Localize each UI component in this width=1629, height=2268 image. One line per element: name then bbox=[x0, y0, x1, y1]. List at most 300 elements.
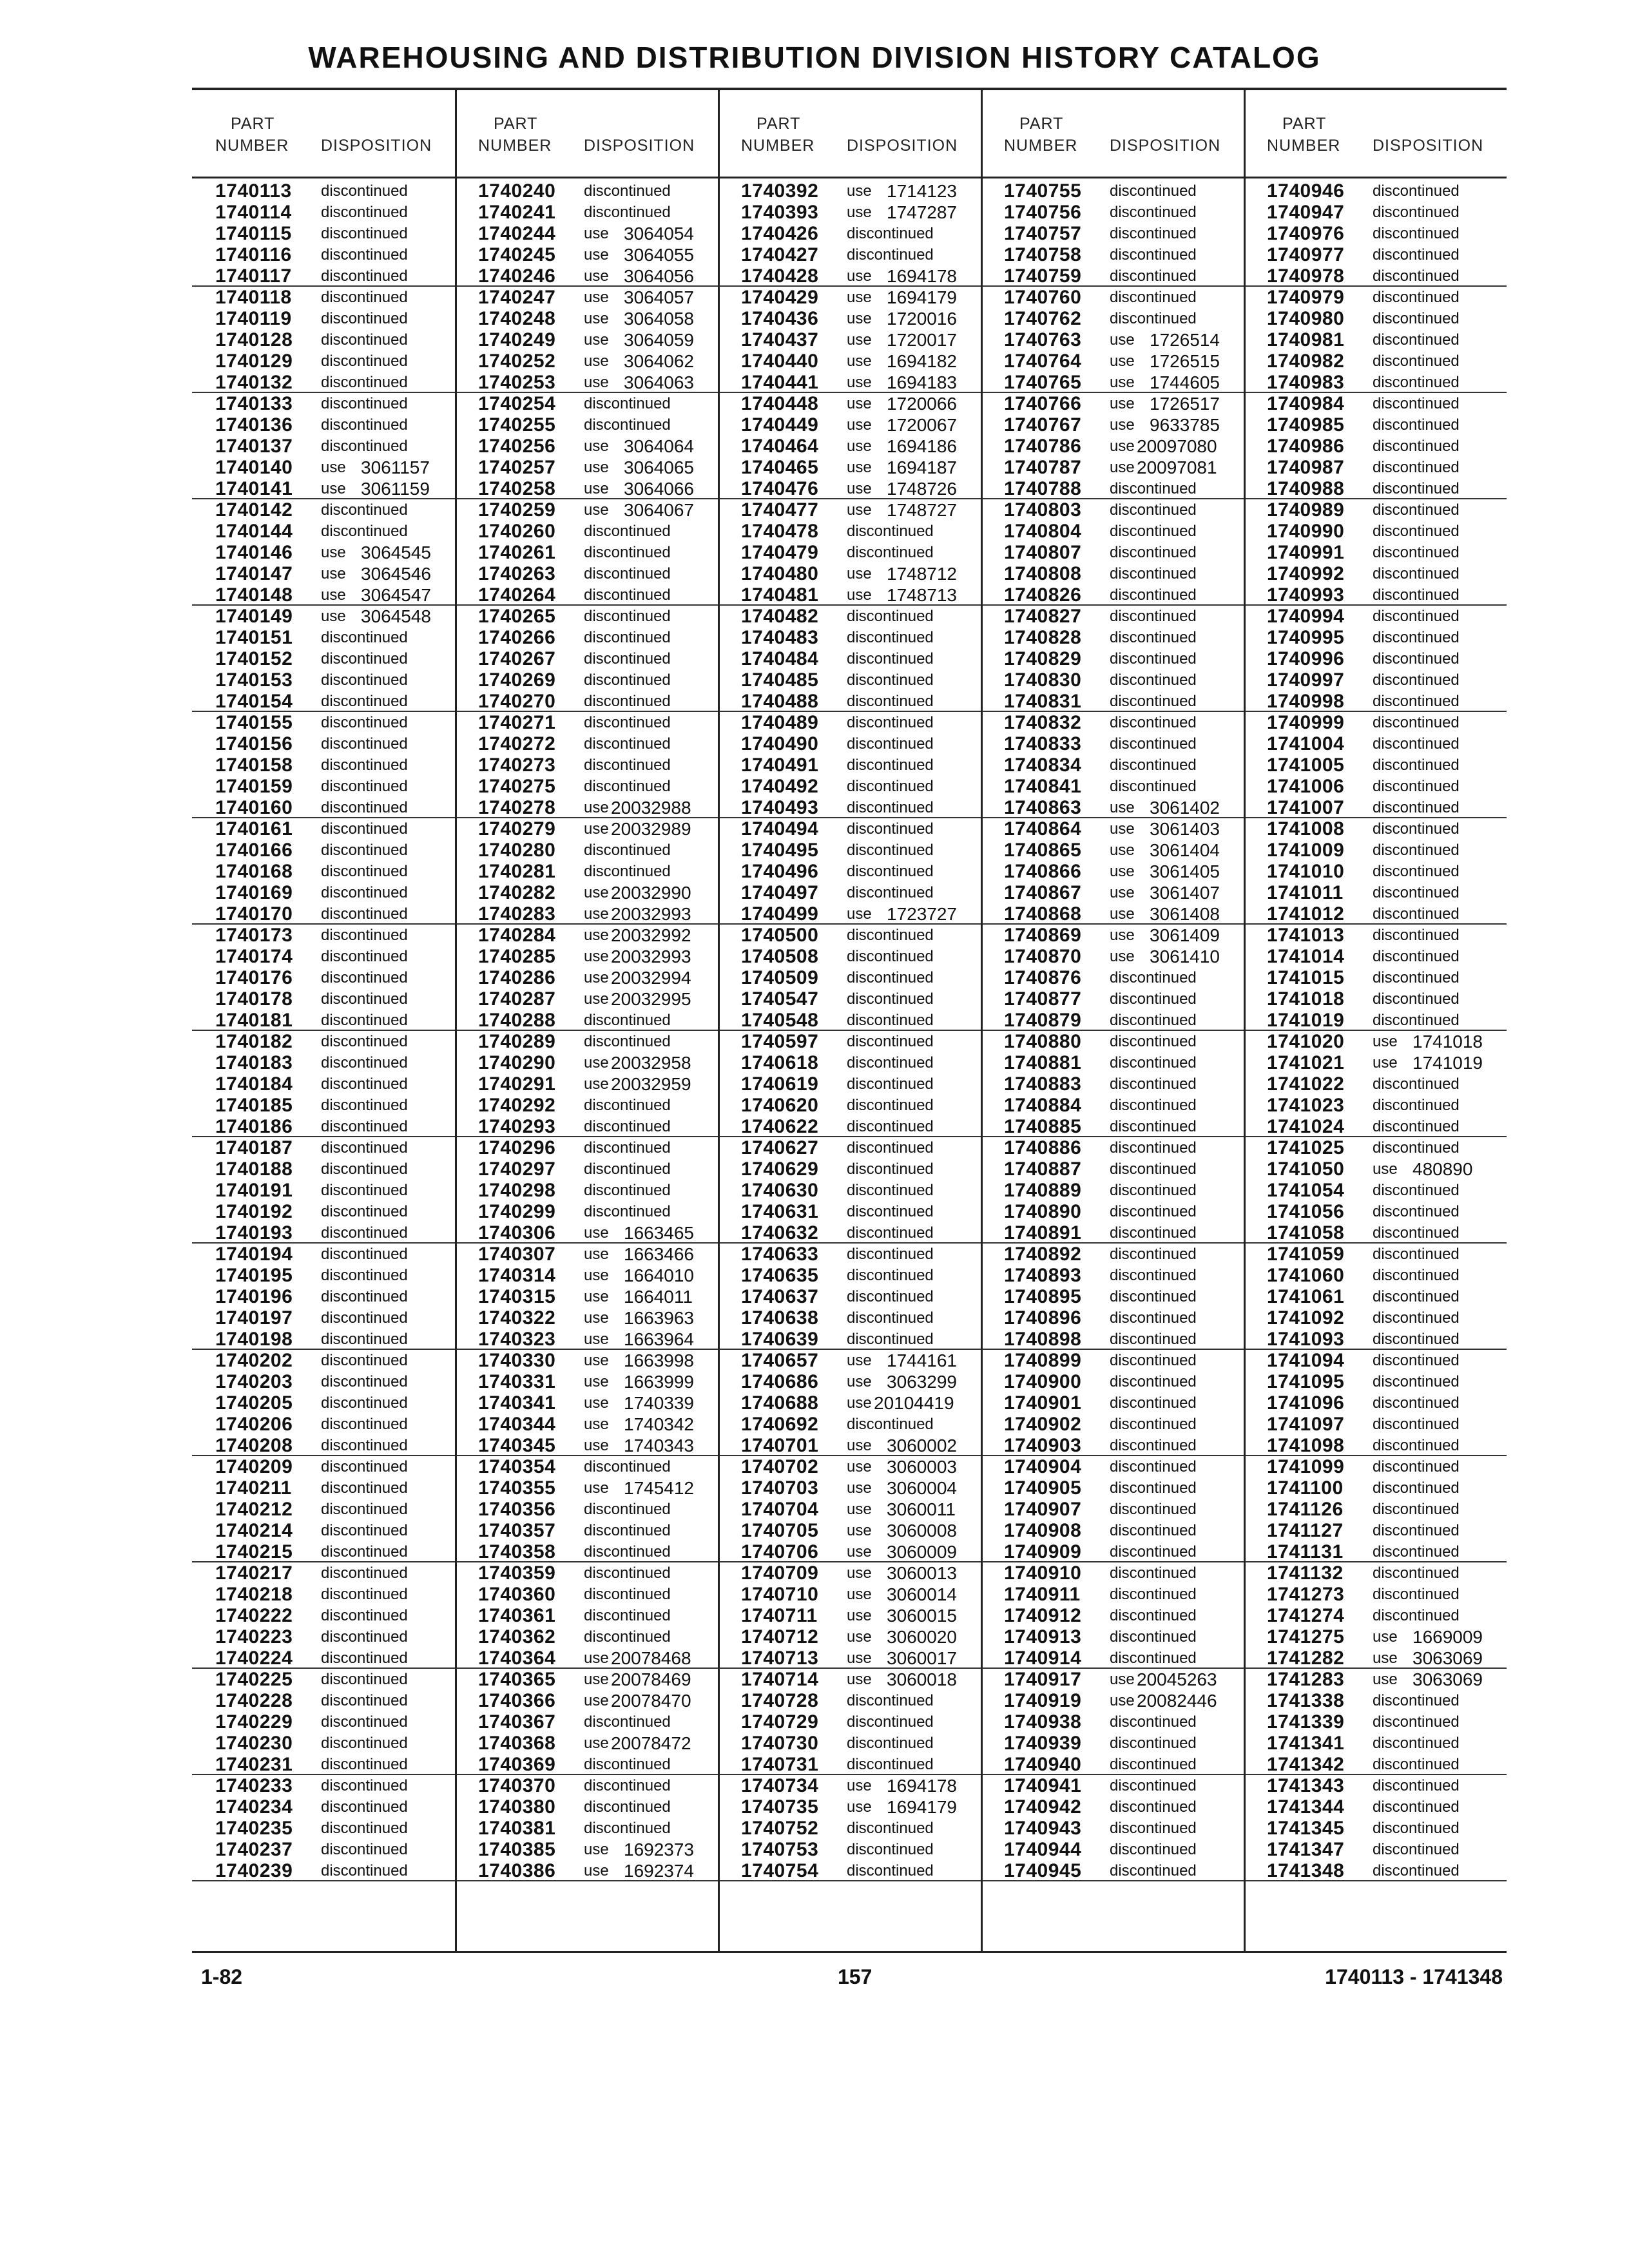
part-number: 1740184 bbox=[215, 1073, 293, 1095]
part-number: 1740500 bbox=[741, 925, 819, 946]
part-number: 1741100 bbox=[1267, 1477, 1344, 1499]
disposition-use: use bbox=[584, 820, 609, 838]
disposition: discontinued bbox=[584, 735, 671, 753]
part-number: 1740484 bbox=[741, 648, 819, 669]
part-number: 1741342 bbox=[1267, 1754, 1345, 1775]
table-row bbox=[718, 1605, 981, 1626]
disposition: discontinued bbox=[1110, 608, 1197, 625]
disposition: discontinued bbox=[584, 1543, 671, 1561]
part-number: 1741059 bbox=[1267, 1244, 1345, 1265]
table-row bbox=[981, 414, 1244, 436]
disposition: discontinued bbox=[847, 1118, 934, 1135]
part-number: 1740222 bbox=[215, 1605, 293, 1626]
part-number: 1740982 bbox=[1267, 351, 1345, 372]
replacement-part-number: 1694186 bbox=[887, 436, 958, 456]
disposition: discontinued bbox=[584, 565, 671, 582]
disposition-use: use bbox=[1110, 841, 1135, 859]
part-number: 1740787 bbox=[1004, 457, 1082, 478]
replacement-part-number: 20032990 bbox=[611, 883, 691, 903]
part-number: 1740441 bbox=[741, 372, 819, 393]
replacement-part-number: 3060009 bbox=[887, 1542, 958, 1562]
table-row bbox=[1244, 1329, 1507, 1350]
disposition: discontinued bbox=[847, 225, 934, 242]
disposition: discontinued bbox=[321, 1671, 408, 1688]
table-row bbox=[1244, 1265, 1507, 1286]
table-row bbox=[192, 393, 455, 414]
disposition: discontinued bbox=[1373, 1756, 1460, 1773]
part-number: 1740429 bbox=[741, 287, 819, 308]
part-number: 1740996 bbox=[1267, 648, 1345, 669]
disposition: discontinued bbox=[321, 1118, 408, 1135]
table-row bbox=[1244, 563, 1507, 584]
replacement-part-number: 3064545 bbox=[361, 543, 432, 562]
disposition bbox=[1110, 925, 1220, 946]
table-row bbox=[718, 861, 981, 882]
part-number: 1740357 bbox=[478, 1520, 556, 1541]
part-number: 1740437 bbox=[741, 329, 819, 351]
part-number: 1740385 bbox=[478, 1839, 556, 1860]
part-number: 1740480 bbox=[741, 563, 819, 584]
replacement-part-number: 1694179 bbox=[887, 1797, 958, 1817]
table-row bbox=[455, 478, 718, 499]
disposition: discontinued bbox=[1373, 1245, 1460, 1263]
replacement-part-number: 20032995 bbox=[611, 989, 691, 1009]
table-row bbox=[718, 1818, 981, 1839]
table-row bbox=[981, 287, 1244, 308]
disposition: discontinued bbox=[1110, 1820, 1197, 1837]
disposition: discontinued bbox=[1110, 778, 1197, 795]
disposition: discontinued bbox=[1373, 799, 1460, 816]
part-number: 1740896 bbox=[1004, 1307, 1082, 1329]
part-number: 1740193 bbox=[215, 1222, 293, 1244]
part-number: 1740630 bbox=[741, 1180, 819, 1201]
table-row bbox=[718, 606, 981, 627]
header-disposition: DISPOSITION bbox=[1373, 137, 1484, 155]
part-number: 1740938 bbox=[1004, 1711, 1082, 1733]
disposition bbox=[1373, 1052, 1483, 1073]
replacement-part-number: 20032993 bbox=[611, 904, 691, 924]
table-row bbox=[1244, 1095, 1507, 1116]
part-number: 1740345 bbox=[478, 1435, 556, 1456]
table-row bbox=[981, 1329, 1244, 1350]
table-row bbox=[455, 648, 718, 669]
catalog-column-4 bbox=[981, 90, 1244, 1951]
disposition bbox=[847, 1669, 958, 1690]
part-number: 1741024 bbox=[1267, 1116, 1345, 1137]
disposition bbox=[321, 457, 430, 478]
table-row bbox=[1244, 180, 1507, 202]
disposition: discontinued bbox=[847, 1245, 934, 1263]
disposition-use: use bbox=[321, 565, 346, 582]
table-row bbox=[192, 1584, 455, 1605]
disposition: discontinued bbox=[321, 225, 408, 242]
disposition bbox=[584, 1839, 695, 1860]
part-number: 1740146 bbox=[215, 542, 293, 563]
disposition bbox=[847, 1648, 958, 1669]
disposition bbox=[584, 1222, 695, 1244]
disposition: discontinued bbox=[1110, 586, 1197, 604]
disposition bbox=[847, 351, 958, 372]
part-number: 1740711 bbox=[741, 1605, 818, 1626]
table-row bbox=[981, 1201, 1244, 1222]
table-row bbox=[455, 1052, 718, 1073]
disposition: discontinued bbox=[321, 1841, 408, 1858]
table-row bbox=[981, 882, 1244, 903]
replacement-part-number: 3061405 bbox=[1150, 861, 1220, 881]
table-row bbox=[1244, 606, 1507, 627]
part-number: 1740253 bbox=[478, 372, 556, 393]
table-row bbox=[455, 1584, 718, 1605]
table-row bbox=[455, 797, 718, 818]
part-number: 1740118 bbox=[215, 287, 292, 308]
disposition: discontinued bbox=[847, 1033, 934, 1050]
table-row bbox=[192, 1435, 455, 1456]
disposition-use: use bbox=[1110, 905, 1135, 923]
table-row bbox=[192, 818, 455, 840]
disposition bbox=[584, 988, 691, 1010]
table-row bbox=[981, 903, 1244, 925]
part-number: 1740482 bbox=[741, 606, 819, 627]
disposition: discontinued bbox=[584, 1607, 671, 1624]
table-row bbox=[455, 925, 718, 946]
part-number: 1740174 bbox=[215, 946, 293, 967]
disposition: discontinued bbox=[1110, 204, 1197, 221]
part-number: 1740273 bbox=[478, 754, 556, 776]
disposition-use: use bbox=[847, 182, 872, 200]
disposition: discontinued bbox=[1110, 756, 1197, 774]
part-number: 1740713 bbox=[741, 1648, 819, 1669]
disposition bbox=[584, 223, 695, 244]
part-number: 1740977 bbox=[1267, 244, 1345, 265]
part-number: 1740114 bbox=[215, 202, 292, 223]
disposition-use: use bbox=[321, 608, 346, 625]
part-number: 1740267 bbox=[478, 648, 556, 669]
disposition-use: use bbox=[584, 1245, 609, 1263]
table-row bbox=[981, 1180, 1244, 1201]
disposition: discontinued bbox=[584, 1777, 671, 1794]
disposition: discontinued bbox=[1373, 948, 1460, 965]
disposition-use: use bbox=[847, 289, 872, 306]
part-number: 1740206 bbox=[215, 1414, 293, 1435]
replacement-part-number: 3061403 bbox=[1150, 819, 1220, 839]
replacement-part-number: 3060013 bbox=[887, 1563, 958, 1583]
table-row bbox=[455, 754, 718, 776]
part-number: 1740637 bbox=[741, 1286, 819, 1307]
part-number: 1740229 bbox=[215, 1711, 293, 1733]
disposition: discontinued bbox=[1373, 1458, 1460, 1475]
disposition: discontinued bbox=[584, 1118, 671, 1135]
part-number: 1740760 bbox=[1004, 287, 1082, 308]
disposition: discontinued bbox=[1110, 1139, 1197, 1157]
disposition: discontinued bbox=[1373, 1288, 1460, 1305]
disposition: discontinued bbox=[1110, 267, 1197, 285]
part-number: 1740757 bbox=[1004, 223, 1082, 244]
disposition: discontinued bbox=[1110, 1628, 1197, 1646]
table-row bbox=[981, 1605, 1244, 1626]
table-row bbox=[718, 988, 981, 1010]
table-row bbox=[981, 1860, 1244, 1881]
table-row bbox=[192, 1626, 455, 1648]
table-row bbox=[192, 627, 455, 648]
part-number: 1741097 bbox=[1267, 1414, 1345, 1435]
disposition bbox=[847, 1775, 958, 1796]
disposition bbox=[321, 478, 430, 499]
page-number: 157 bbox=[838, 1965, 872, 1988]
disposition-use: use bbox=[847, 1479, 872, 1497]
part-number: 1740765 bbox=[1004, 372, 1082, 393]
replacement-part-number: 20078470 bbox=[611, 1691, 691, 1711]
replacement-part-number: 20078468 bbox=[611, 1648, 691, 1668]
part-number: 1740910 bbox=[1004, 1562, 1082, 1584]
part-number: 1740233 bbox=[215, 1775, 293, 1796]
table-row bbox=[455, 1435, 718, 1456]
table-row bbox=[1244, 457, 1507, 478]
disposition bbox=[584, 372, 695, 393]
table-row bbox=[192, 754, 455, 776]
table-row bbox=[455, 265, 718, 287]
table-row bbox=[981, 478, 1244, 499]
disposition: discontinued bbox=[321, 523, 408, 540]
disposition: discontinued bbox=[1373, 1564, 1460, 1582]
table-row bbox=[455, 308, 718, 329]
disposition: discontinued bbox=[1373, 927, 1460, 944]
disposition bbox=[1373, 1031, 1483, 1052]
table-row bbox=[981, 1562, 1244, 1584]
disposition: discontinued bbox=[1373, 289, 1460, 306]
replacement-part-number: 3061409 bbox=[1150, 925, 1220, 945]
disposition: discontinued bbox=[847, 1331, 934, 1348]
disposition bbox=[847, 393, 958, 414]
part-number: 1740620 bbox=[741, 1095, 819, 1116]
part-number: 1740548 bbox=[741, 1010, 819, 1031]
disposition-use: use bbox=[584, 948, 609, 965]
table-row bbox=[192, 946, 455, 967]
part-number: 1740639 bbox=[741, 1329, 819, 1350]
catalog-column-3 bbox=[718, 90, 981, 1951]
disposition: discontinued bbox=[1110, 1841, 1197, 1858]
part-number: 1740322 bbox=[478, 1307, 556, 1329]
part-number: 1740239 bbox=[215, 1860, 293, 1881]
part-number: 1740255 bbox=[478, 414, 556, 436]
disposition-use: use bbox=[1110, 820, 1135, 838]
part-number: 1740868 bbox=[1004, 903, 1082, 925]
replacement-part-number: 20032994 bbox=[611, 968, 691, 988]
disposition: discontinued bbox=[1373, 1862, 1460, 1879]
table-row bbox=[455, 1541, 718, 1562]
disposition: discontinued bbox=[321, 310, 408, 327]
replacement-part-number: 1692373 bbox=[624, 1840, 695, 1860]
disposition: discontinued bbox=[321, 1586, 408, 1603]
disposition bbox=[847, 1562, 958, 1584]
part-number: 1740907 bbox=[1004, 1499, 1082, 1520]
part-number: 1740280 bbox=[478, 840, 556, 861]
disposition: discontinued bbox=[847, 650, 934, 668]
disposition-use: use bbox=[584, 884, 609, 901]
table-row bbox=[718, 478, 981, 499]
table-row bbox=[981, 691, 1244, 712]
part-number: 1741007 bbox=[1267, 797, 1345, 818]
part-number: 1740132 bbox=[215, 372, 293, 393]
disposition: discontinued bbox=[847, 1841, 934, 1858]
disposition: discontinued bbox=[321, 841, 408, 859]
table-row bbox=[455, 691, 718, 712]
part-number: 1740731 bbox=[741, 1754, 819, 1775]
disposition: discontinued bbox=[1110, 289, 1197, 306]
disposition-use: use bbox=[584, 1437, 609, 1454]
part-number: 1740984 bbox=[1267, 393, 1345, 414]
table-row bbox=[455, 1669, 718, 1690]
table-row bbox=[981, 1095, 1244, 1116]
disposition bbox=[584, 308, 695, 329]
disposition-use: use bbox=[584, 969, 609, 986]
disposition: discontinued bbox=[321, 1862, 408, 1879]
disposition: discontinued bbox=[847, 756, 934, 774]
part-number: 1740247 bbox=[478, 287, 556, 308]
part-number: 1740893 bbox=[1004, 1265, 1082, 1286]
column-rows bbox=[455, 180, 718, 1881]
disposition-use: use bbox=[1110, 799, 1135, 816]
part-number: 1740597 bbox=[741, 1031, 819, 1052]
table-row bbox=[192, 1180, 455, 1201]
table-row bbox=[718, 436, 981, 457]
table-row bbox=[981, 967, 1244, 988]
part-number: 1740754 bbox=[741, 1860, 819, 1881]
table-row bbox=[1244, 1073, 1507, 1095]
table-row bbox=[455, 946, 718, 967]
disposition-use: use bbox=[1110, 1692, 1135, 1709]
table-row bbox=[1244, 584, 1507, 606]
disposition-use: use bbox=[1373, 1160, 1398, 1178]
table-row bbox=[1244, 627, 1507, 648]
disposition: discontinued bbox=[1110, 1352, 1197, 1369]
replacement-part-number: 3064063 bbox=[624, 372, 695, 392]
replacement-part-number: 3061157 bbox=[361, 457, 430, 477]
table-row bbox=[981, 669, 1244, 691]
disposition-use: use bbox=[584, 1331, 609, 1348]
table-row bbox=[192, 521, 455, 542]
disposition: discontinued bbox=[321, 1352, 408, 1369]
part-number: 1740140 bbox=[215, 457, 293, 478]
column-divider bbox=[718, 90, 720, 1951]
part-number: 1740692 bbox=[741, 1414, 819, 1435]
part-number: 1740867 bbox=[1004, 882, 1082, 903]
disposition: discontinued bbox=[1373, 501, 1460, 519]
footer-section: 1-82 bbox=[201, 1965, 243, 1988]
part-number: 1740361 bbox=[478, 1605, 556, 1626]
table-row bbox=[1244, 925, 1507, 946]
disposition-use: use bbox=[1373, 1671, 1398, 1688]
disposition: discontinued bbox=[1110, 1564, 1197, 1582]
table-row bbox=[192, 1711, 455, 1733]
disposition: discontinued bbox=[847, 1309, 934, 1327]
disposition-use: use bbox=[584, 310, 609, 327]
table-row bbox=[718, 372, 981, 393]
replacement-part-number: 3060008 bbox=[887, 1521, 958, 1541]
table-row bbox=[455, 606, 718, 627]
table-row bbox=[455, 1307, 718, 1329]
disposition: discontinued bbox=[321, 1224, 408, 1242]
disposition: discontinued bbox=[1373, 1416, 1460, 1433]
part-number: 1740752 bbox=[741, 1818, 819, 1839]
table-row bbox=[455, 1414, 718, 1435]
replacement-part-number: 1663963 bbox=[624, 1308, 695, 1328]
table-row bbox=[1244, 1733, 1507, 1754]
table-row bbox=[981, 1052, 1244, 1073]
disposition: discontinued bbox=[321, 1203, 408, 1220]
part-number: 1740380 bbox=[478, 1796, 556, 1818]
part-number: 1740983 bbox=[1267, 372, 1345, 393]
disposition-use: use bbox=[1110, 416, 1135, 434]
table-row bbox=[981, 733, 1244, 754]
part-number: 1740159 bbox=[215, 776, 293, 797]
disposition-use: use bbox=[847, 416, 872, 434]
disposition: discontinued bbox=[1110, 501, 1197, 519]
part-number: 1740161 bbox=[215, 818, 293, 840]
disposition: discontinued bbox=[321, 756, 408, 774]
part-number: 1740240 bbox=[478, 180, 556, 202]
part-number: 1740917 bbox=[1004, 1669, 1082, 1690]
table-row bbox=[455, 287, 718, 308]
table-row bbox=[1244, 436, 1507, 457]
table-row bbox=[1244, 329, 1507, 351]
table-row bbox=[981, 754, 1244, 776]
table-row bbox=[1244, 797, 1507, 818]
disposition bbox=[847, 457, 958, 478]
table-row bbox=[455, 1201, 718, 1222]
part-number: 1740287 bbox=[478, 988, 556, 1010]
table-row bbox=[455, 1860, 718, 1881]
part-number: 1740249 bbox=[478, 329, 556, 351]
replacement-part-number: 1723727 bbox=[887, 904, 958, 924]
catalog-table bbox=[192, 90, 1507, 1951]
table-row bbox=[1244, 903, 1507, 925]
table-row bbox=[1244, 648, 1507, 669]
disposition-use: use bbox=[584, 225, 609, 242]
part-number: 1740341 bbox=[478, 1392, 556, 1414]
disposition: discontinued bbox=[1110, 1182, 1197, 1199]
replacement-part-number: 1694182 bbox=[887, 351, 958, 371]
table-row bbox=[718, 563, 981, 584]
disposition: discontinued bbox=[584, 544, 671, 561]
part-number: 1740323 bbox=[478, 1329, 556, 1350]
disposition: discontinued bbox=[584, 671, 671, 689]
table-row bbox=[192, 478, 455, 499]
disposition bbox=[584, 1669, 691, 1690]
disposition: discontinued bbox=[321, 1331, 408, 1348]
disposition: discontinued bbox=[847, 1267, 934, 1284]
part-number: 1740448 bbox=[741, 393, 819, 414]
part-number: 1741011 bbox=[1267, 882, 1344, 903]
part-number: 1740290 bbox=[478, 1052, 556, 1073]
replacement-part-number: 20097080 bbox=[1137, 436, 1217, 456]
table-row bbox=[455, 436, 718, 457]
part-number: 1740759 bbox=[1004, 265, 1082, 287]
table-row bbox=[455, 1222, 718, 1244]
table-row bbox=[192, 244, 455, 265]
table-row bbox=[718, 287, 981, 308]
part-number: 1740913 bbox=[1004, 1626, 1082, 1648]
disposition bbox=[847, 903, 958, 925]
table-row bbox=[455, 818, 718, 840]
part-number: 1740547 bbox=[741, 988, 819, 1010]
part-number: 1740914 bbox=[1004, 1648, 1082, 1669]
table-row bbox=[981, 351, 1244, 372]
replacement-part-number: 1714123 bbox=[887, 181, 958, 201]
part-number: 1740986 bbox=[1267, 436, 1345, 457]
disposition bbox=[321, 563, 432, 584]
disposition: discontinued bbox=[1110, 990, 1197, 1008]
part-number: 1740497 bbox=[741, 882, 819, 903]
